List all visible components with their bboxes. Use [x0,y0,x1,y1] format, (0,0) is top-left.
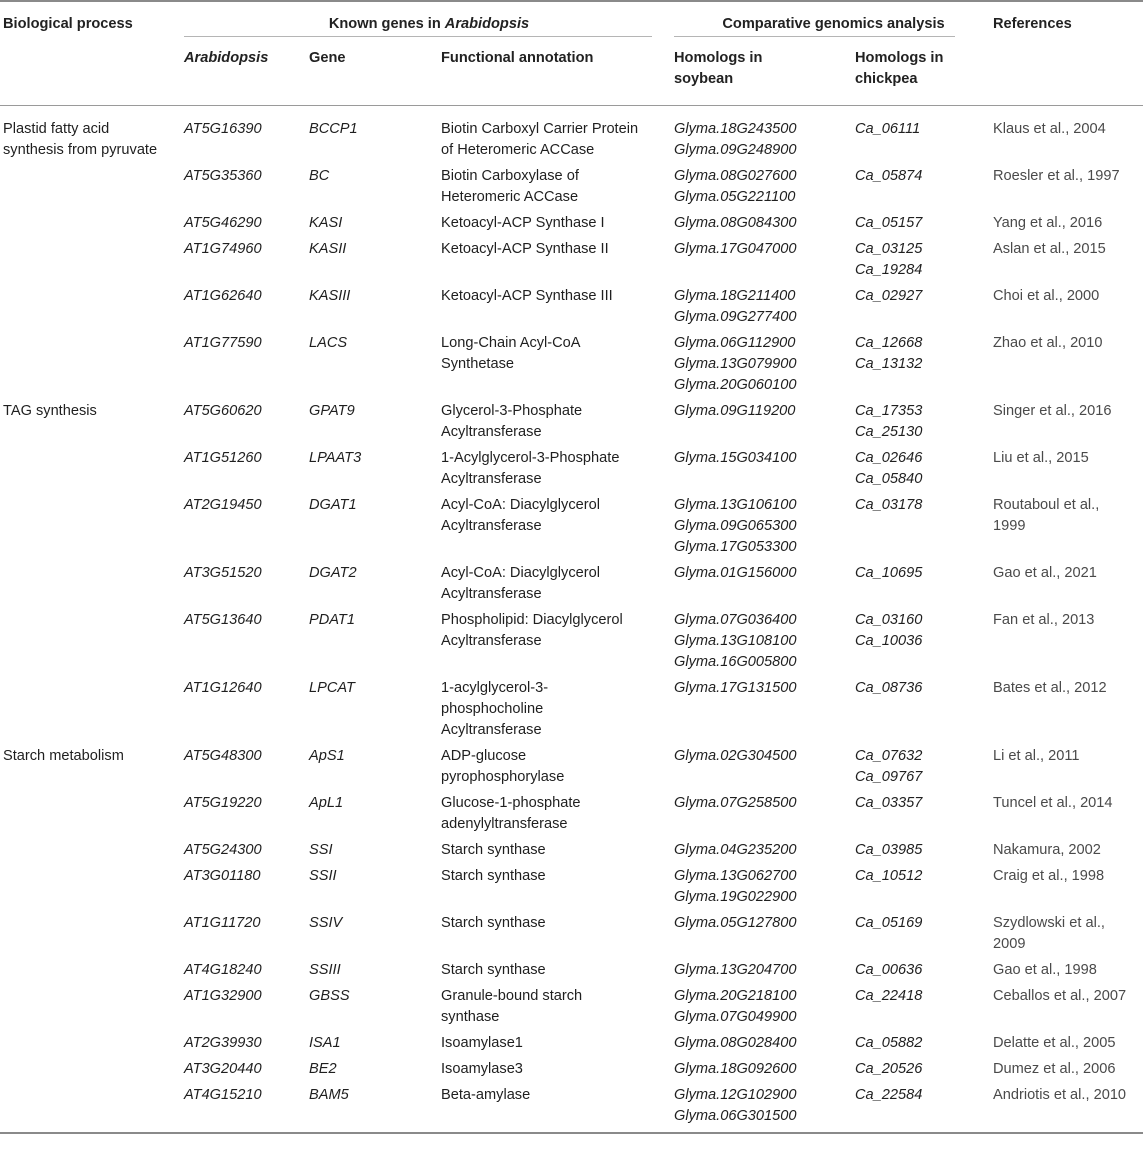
soybean-homolog-line: Glyma.18G243500 [674,120,797,137]
cell-homologs-soybean [674,286,855,333]
reference-line: Nakamura, 2002 [993,841,1101,858]
annotation-line: Ketoacyl-ACP Synthase III [441,287,613,304]
cell-reference [993,495,1143,563]
cell-homologs-soybean [674,401,855,448]
cell-reference [993,286,1143,333]
reference-line: Zhao et al., 2010 [993,334,1103,351]
soybean-homolog-line: Glyma.02G304500 [674,747,797,764]
cell-functional-annotation [441,1033,674,1059]
cell-homologs-chickpea [855,286,993,333]
cell-arabidopsis-id: AT1G32900 [184,987,262,1004]
cell-homologs-soybean [674,166,855,213]
cell-functional-annotation [441,1085,674,1133]
cell-homologs-chickpea [855,840,993,866]
reference-line: Li et al., 2011 [993,747,1080,764]
chickpea-homolog-line: Ca_03985 [855,841,923,858]
biological-process-line: TAG synthesis [3,402,97,419]
cell-reference [993,986,1143,1033]
cell-homologs-chickpea [855,495,993,563]
cell-functional-annotation [441,239,674,286]
soybean-homolog-line: Glyma.08G028400 [674,1034,797,1051]
cell-functional-annotation [441,333,674,401]
reference-line: Aslan et al., 2015 [993,240,1106,257]
cell-gene: LPAAT3 [309,449,362,466]
cell-functional-annotation [441,840,674,866]
chickpea-homolog-line: Ca_08736 [855,679,923,696]
table-body [0,105,1143,1133]
soybean-homolog-line: Glyma.15G034100 [674,449,797,466]
cell-arabidopsis-id: AT2G19450 [184,496,262,513]
cell-biological-process [0,746,184,1133]
cell-gene: SSIV [309,914,343,931]
soybean-homolog-line: Glyma.13G079900 [674,355,797,372]
soybean-homolog-line: Glyma.05G221100 [674,188,796,205]
chickpea-homolog-line: Ca_05874 [855,167,923,184]
annotation-line: of Heteromeric ACCase [441,141,595,158]
soybean-homolog-line: Glyma.07G258500 [674,794,797,811]
annotation-line: Ketoacyl-ACP Synthase I [441,214,605,231]
reference-line: Tuncel et al., 2014 [993,794,1113,811]
cell-gene: SSIII [309,961,341,978]
reference-line: Dumez et al., 2006 [993,1060,1116,1077]
cell-gene: BE2 [309,1060,337,1077]
annotation-line: Glycerol-3-Phosphate [441,402,583,419]
cell-homologs-chickpea [855,401,993,448]
cell-reference [993,610,1143,678]
cell-homologs-chickpea [855,213,993,239]
cell-homologs-soybean [674,105,855,166]
soybean-homolog-line: Glyma.17G053300 [674,538,797,555]
reference-line: Fan et al., 2013 [993,611,1095,628]
cell-arabidopsis-id: AT1G51260 [184,449,262,466]
cell-reference [993,105,1143,166]
chickpea-homolog-line: Ca_03125 [855,240,923,257]
cell-arabidopsis-id: AT5G46290 [184,214,262,231]
chickpea-homolog-line: Ca_09767 [855,768,923,785]
cell-gene: KASII [309,240,347,257]
chickpea-homolog-line: Ca_10512 [855,867,923,884]
soybean-homolog-line: Glyma.07G049900 [674,1008,797,1025]
reference-line: Routaboul et al., [993,496,1100,513]
soybean-homolog-line: Glyma.17G131500 [674,679,797,696]
cell-homologs-chickpea [855,746,993,793]
cell-functional-annotation [441,610,674,678]
chickpea-homolog-line: Ca_06111 [855,120,921,137]
soybean-homolog-line: Glyma.18G092600 [674,1060,797,1077]
cell-functional-annotation [441,495,674,563]
cell-gene: ISA1 [309,1034,341,1051]
cell-arabidopsis-id: AT5G16390 [184,120,262,137]
cell-arabidopsis-id: AT5G60620 [184,402,262,419]
chickpea-homolog-line: Ca_03357 [855,794,923,811]
annotation-line: Phospholipid: Diacylglycerol [441,611,623,628]
cell-homologs-soybean [674,793,855,840]
reference-line: Szydlowski et al., [993,914,1105,931]
cell-gene: KASIII [309,287,351,304]
chickpea-homolog-line: Ca_02927 [855,287,923,304]
soybean-homolog-line: Glyma.06G301500 [674,1107,797,1124]
cell-gene: BCCP1 [309,120,358,137]
header-homologs-soybean [674,48,855,105]
annotation-line: Acyl-CoA: Diacylglycerol [441,496,600,513]
cell-gene: GPAT9 [309,402,355,419]
reference-line: Delatte et al., 2005 [993,1034,1116,1051]
cell-gene: BC [309,167,330,184]
annotation-line: Starch synthase [441,841,546,858]
cell-gene: PDAT1 [309,611,355,628]
chickpea-homolog-line: Ca_10695 [855,564,923,581]
annotation-line: Acyltransferase [441,470,542,487]
cell-functional-annotation [441,105,674,166]
cell-homologs-soybean [674,678,855,746]
biological-process-line: Starch metabolism [3,747,124,764]
cell-homologs-soybean [674,1059,855,1085]
cell-homologs-soybean [674,333,855,401]
reference-line: Ceballos et al., 2007 [993,987,1127,1004]
chickpea-homolog-line: Ca_12668 [855,334,923,351]
header-comparative-genomics: Comparative genomics analysis [674,1,993,48]
table-header [0,1,1143,105]
soybean-homolog-line: Glyma.13G062700 [674,867,797,884]
reference-line: Andriotis et al., 2010 [993,1086,1127,1103]
cell-homologs-chickpea [855,448,993,495]
cell-homologs-chickpea [855,678,993,746]
chickpea-homolog-line: Ca_25130 [855,423,923,440]
cell-homologs-soybean [674,213,855,239]
cell-functional-annotation [441,913,674,960]
cell-reference [993,746,1143,793]
chickpea-homolog-line: Ca_22584 [855,1086,923,1103]
reference-line: Gao et al., 1998 [993,961,1097,978]
soybean-homolog-line: Glyma.08G027600 [674,167,797,184]
cell-homologs-soybean [674,448,855,495]
annotation-line: Isoamylase3 [441,1060,523,1077]
cell-homologs-chickpea [855,793,993,840]
cell-functional-annotation [441,286,674,333]
cell-functional-annotation [441,986,674,1033]
cell-homologs-soybean [674,746,855,793]
soybean-homolog-line: Glyma.09G065300 [674,517,797,534]
soybean-homolog-line: Glyma.18G211400 [674,287,796,304]
chickpea-homolog-line: Ca_22418 [855,987,923,1004]
chickpea-homolog-line: Ca_20526 [855,1060,923,1077]
cell-gene: SSII [309,867,337,884]
cell-reference [993,840,1143,866]
cell-reference [993,1085,1143,1133]
annotation-line: Granule-bound starch [441,987,583,1004]
cell-arabidopsis-id: AT1G12640 [184,679,262,696]
cell-arabidopsis-id: AT4G15210 [184,1086,262,1103]
cell-arabidopsis-id: AT3G01180 [184,867,261,884]
chickpea-homolog-line: Ca_17353 [855,402,923,419]
annotation-line: 1-Acylglycerol-3-Phosphate [441,449,620,466]
cell-gene: KASI [309,214,343,231]
table-row [0,105,1143,166]
annotation-line: Acyltransferase [441,585,542,602]
header-biological-process: Biological process [3,16,133,32]
chickpea-homolog-line: Ca_05169 [855,914,923,931]
soybean-homolog-line: Glyma.20G060100 [674,376,797,393]
reference-line: Yang et al., 2016 [993,214,1103,231]
chickpea-homolog-line: Ca_05157 [855,214,923,231]
annotation-line: Acyl-CoA: Diacylglycerol [441,564,600,581]
cell-arabidopsis-id: AT5G24300 [184,841,262,858]
cell-gene: SSI [309,841,333,858]
cell-homologs-chickpea [855,913,993,960]
cell-homologs-chickpea [855,960,993,986]
annotation-line: Acyltransferase [441,517,542,534]
soybean-homolog-line: Glyma.19G022900 [674,888,797,905]
cell-functional-annotation [441,678,674,746]
cell-homologs-soybean [674,960,855,986]
cell-homologs-soybean [674,563,855,610]
cell-arabidopsis-id: AT2G39930 [184,1034,262,1051]
annotation-line: Beta-amylase [441,1086,531,1103]
cell-arabidopsis-id: AT5G13640 [184,611,262,628]
reference-line: Roesler et al., 1997 [993,167,1120,184]
soybean-homolog-line: Glyma.13G204700 [674,961,797,978]
soybean-homolog-line: Glyma.09G248900 [674,141,797,158]
annotation-line: adenylyltransferase [441,815,568,832]
soybean-homolog-line: Glyma.16G005800 [674,653,797,670]
reference-line: Choi et al., 2000 [993,287,1100,304]
cell-homologs-chickpea [855,239,993,286]
chickpea-homolog-line: Ca_03160 [855,611,923,628]
biological-process-line: synthesis from pyruvate [3,141,158,158]
soybean-homolog-line: Glyma.04G235200 [674,841,797,858]
cell-arabidopsis-id: AT1G62640 [184,287,262,304]
cell-homologs-soybean [674,610,855,678]
chickpea-homolog-line: Ca_03178 [855,496,923,513]
cell-arabidopsis-id: AT1G11720 [184,914,261,931]
biological-process-line: Plastid fatty acid [3,120,110,137]
cell-functional-annotation [441,213,674,239]
cell-homologs-soybean [674,913,855,960]
annotation-line: Long-Chain Acyl-CoA [441,334,581,351]
header-homologs-soybean-line2: soybean [674,71,734,87]
cell-homologs-chickpea [855,563,993,610]
cell-arabidopsis-id: AT1G77590 [184,334,262,351]
annotation-line: Starch synthase [441,867,546,884]
chickpea-homolog-line: Ca_00636 [855,961,923,978]
reference-line: Craig et al., 1998 [993,867,1105,884]
cell-arabidopsis-id: AT5G35360 [184,167,262,184]
cell-homologs-chickpea [855,105,993,166]
annotation-line: Ketoacyl-ACP Synthase II [441,240,609,257]
chickpea-homolog-line: Ca_19284 [855,261,923,278]
cell-gene: ApL1 [309,794,344,811]
header-known-genes [184,1,674,48]
cell-reference [993,1033,1143,1059]
soybean-homolog-line: Glyma.08G084300 [674,214,797,231]
header-known-genes-prefix: Known genes in [328,16,445,32]
cell-reference [993,239,1143,286]
cell-reference [993,913,1143,960]
cell-homologs-soybean [674,840,855,866]
cell-homologs-soybean [674,1033,855,1059]
header-homologs-chickpea-line1: Homologs in [855,50,944,66]
cell-homologs-chickpea [855,1085,993,1133]
header-homologs-chickpea-line2: chickpea [855,71,918,87]
cell-functional-annotation [441,563,674,610]
cell-homologs-chickpea [855,333,993,401]
header-arabidopsis: Arabidopsis [184,50,269,66]
cell-gene: DGAT1 [309,496,357,513]
cell-homologs-chickpea [855,610,993,678]
cell-homologs-soybean [674,1085,855,1133]
soybean-homolog-line: Glyma.05G127800 [674,914,797,931]
cell-reference [993,448,1143,495]
cell-gene: BAM5 [309,1086,349,1103]
cell-gene: LPCAT [309,679,355,696]
soybean-homolog-line: Glyma.09G277400 [674,308,797,325]
annotation-line: Synthetase [441,355,515,372]
cell-arabidopsis-id: AT5G19220 [184,794,262,811]
cell-homologs-soybean [674,495,855,563]
reference-line: 1999 [993,517,1026,534]
cell-functional-annotation [441,448,674,495]
cell-arabidopsis-id: AT5G48300 [184,747,262,764]
cell-functional-annotation [441,401,674,448]
chickpea-homolog-line: Ca_10036 [855,632,923,649]
table-row [0,746,1143,793]
cell-homologs-soybean [674,866,855,913]
soybean-homolog-line: Glyma.07G036400 [674,611,797,628]
annotation-line: Starch synthase [441,914,546,931]
cell-reference [993,213,1143,239]
annotation-line: Glucose-1-phosphate [441,794,581,811]
cell-functional-annotation [441,793,674,840]
chickpea-homolog-line: Ca_13132 [855,355,923,372]
soybean-homolog-line: Glyma.20G218100 [674,987,797,1004]
cell-functional-annotation [441,866,674,913]
annotation-line: Biotin Carboxyl Carrier Protein [441,120,639,137]
cell-reference [993,960,1143,986]
cell-reference [993,866,1143,913]
header-references: References [993,16,1072,32]
cell-biological-process [0,105,184,401]
cell-homologs-chickpea [855,986,993,1033]
annotation-line: pyrophosphorylase [441,768,565,785]
annotation-line: Isoamylase1 [441,1034,523,1051]
cell-gene: LACS [309,334,348,351]
chickpea-homolog-line: Ca_07632 [855,747,923,764]
header-homologs-soybean-line1: Homologs in [674,50,763,66]
annotation-line: Acyltransferase [441,721,542,738]
cell-functional-annotation [441,746,674,793]
soybean-homolog-line: Glyma.12G102900 [674,1086,797,1103]
header-functional-annotation: Functional annotation [441,50,594,66]
cell-reference [993,333,1143,401]
cell-homologs-chickpea [855,1033,993,1059]
cell-gene: ApS1 [309,747,345,764]
reference-line: Liu et al., 2015 [993,449,1089,466]
annotation-line: Biotin Carboxylase of [441,167,579,184]
cell-reference [993,166,1143,213]
reference-line: Bates et al., 2012 [993,679,1107,696]
cell-functional-annotation [441,1059,674,1085]
soybean-homolog-line: Glyma.13G106100 [674,496,797,513]
reference-line: 2009 [993,935,1026,952]
cell-biological-process [0,401,184,746]
annotation-line: phosphocholine [441,700,544,717]
cell-reference [993,793,1143,840]
header-known-genes-species: Arabidopsis [444,16,530,32]
cell-reference [993,401,1143,448]
chickpea-homolog-line: Ca_02646 [855,449,923,466]
cell-arabidopsis-id: AT4G18240 [184,961,262,978]
cell-gene: DGAT2 [309,564,357,581]
reference-line: Klaus et al., 2004 [993,120,1106,137]
annotation-line: Heteromeric ACCase [441,188,579,205]
table-row [0,401,1143,448]
annotation-line: 1-acylglycerol-3- [441,679,549,696]
reference-line: Gao et al., 2021 [993,564,1097,581]
cell-homologs-chickpea [855,166,993,213]
cell-functional-annotation [441,960,674,986]
cell-reference [993,678,1143,746]
soybean-homolog-line: Glyma.17G047000 [674,240,797,257]
reference-line: Singer et al., 2016 [993,402,1112,419]
cell-reference [993,563,1143,610]
header-homologs-chickpea [855,48,993,105]
cell-arabidopsis-id: AT3G51520 [184,564,262,581]
cell-gene: GBSS [309,987,350,1004]
header-gene: Gene [309,50,346,66]
cell-reference [993,1059,1143,1085]
soybean-homolog-line: Glyma.01G156000 [674,564,797,581]
annotation-line: Acyltransferase [441,632,542,649]
cell-homologs-chickpea [855,866,993,913]
soybean-homolog-line: Glyma.13G108100 [674,632,797,649]
annotation-line: Starch synthase [441,961,546,978]
annotation-line: ADP-glucose [441,747,527,764]
soybean-homolog-line: Glyma.09G119200 [674,402,796,419]
cell-homologs-soybean [674,986,855,1033]
cell-arabidopsis-id: AT3G20440 [184,1060,262,1077]
soybean-homolog-line: Glyma.06G112900 [674,334,796,351]
cell-arabidopsis-id: AT1G74960 [184,240,262,257]
cell-functional-annotation [441,166,674,213]
cell-homologs-chickpea [855,1059,993,1085]
annotation-line: synthase [441,1008,500,1025]
annotation-line: Acyltransferase [441,423,542,440]
cell-homologs-soybean [674,239,855,286]
chickpea-homolog-line: Ca_05882 [855,1034,923,1051]
chickpea-homolog-line: Ca_05840 [855,470,923,487]
